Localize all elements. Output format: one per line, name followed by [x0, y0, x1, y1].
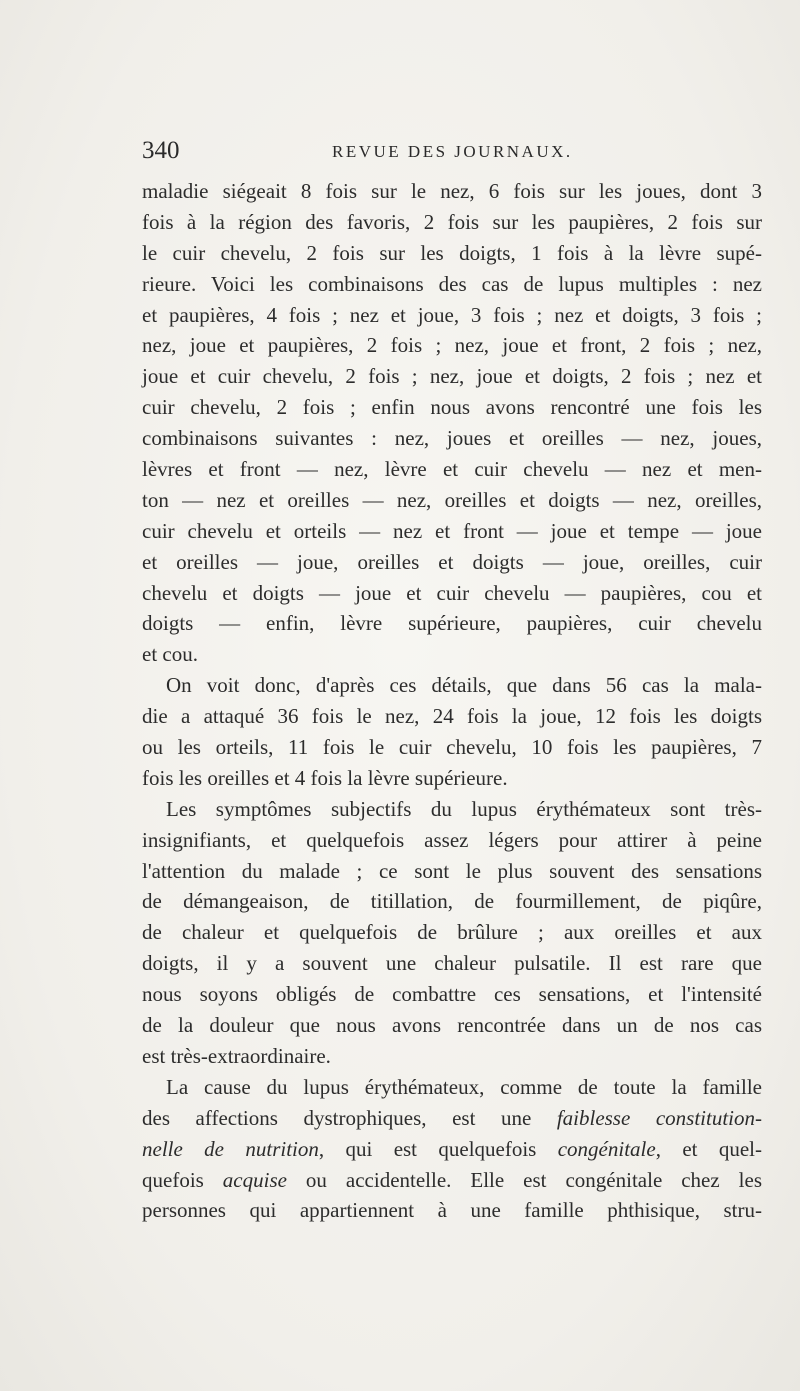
text-line: et cou. [142, 642, 198, 667]
text-line: chevelu et doigts — joue et cuir chevelu — paupières, cou et [142, 580, 762, 605]
text-line: et paupières, 4 fois ; nez et joue, 3 fois ; nez et doigts, 3 fois ; [142, 302, 762, 327]
text-line: lèvres et front — nez, lèvre et cuir chevelu — nez et men- [142, 457, 762, 482]
text-line: et oreilles — joue, oreilles et doigts — joue, oreilles, cuir [142, 549, 762, 574]
text-run: quefois [142, 1167, 223, 1192]
text-line: ou les orteils, 11 fois le cuir chevelu, 10 fois les paupières, 7 [142, 735, 762, 760]
text-line: fois à la région des favoris, 2 fois sur les paupières, 2 fois sur [142, 209, 762, 234]
italic-run: congénitale [557, 1136, 656, 1161]
text-line: de démangeaison, de titillation, de fourmillement, de piqûre, [142, 889, 762, 914]
text-line: maladie siégeait 8 fois sur le nez, 6 fois sur les joues, dont 3 [142, 179, 762, 203]
running-head [142, 136, 762, 170]
text-line: Les symptômes subjectifs du lupus érythémateux sont très- [166, 796, 762, 821]
text-line: nous soyons obligés de combattre ces sensations, et l'intensité [142, 982, 762, 1007]
text-line: le cuir chevelu, 2 fois sur les doigts, 1 fois à la lèvre supé- [142, 240, 762, 265]
text-line: cuir chevelu et orteils — nez et front — joue et tempe — joue [142, 518, 762, 543]
text-line [142, 1134, 762, 1165]
text-line: cuir chevelu, 2 fois ; enfin nous avons rencontré une fois les [142, 395, 762, 420]
journal-title: REVUE DES JOURNAUX. [332, 142, 573, 161]
page-number: 340 [142, 137, 180, 164]
text-line: l'attention du malade ; ce sont le plus souvent des sensations [142, 858, 762, 883]
text-line: personnes qui appartiennent à une famille phthisique, stru- [142, 1198, 762, 1223]
italic-run: nelle de nutrition [142, 1136, 319, 1161]
text-line: rieure. Voici les combinaisons des cas de lupus multiples : nez [142, 271, 762, 296]
text-run: , qui est quelquefois [318, 1136, 558, 1161]
text-line: doigts — enfin, lèvre supérieure, paupières, cuir chevelu [142, 611, 762, 636]
text-line: die a attaqué 36 fois le nez, 24 fois la joue, 12 fois les doigts [142, 704, 762, 729]
body-text [142, 176, 762, 1226]
text-line: de chaleur et quelquefois de brûlure ; aux oreilles et aux [142, 920, 762, 945]
italic-run: faiblesse constitution- [556, 1105, 762, 1130]
text-line: fois les oreilles et 4 fois la lèvre supérieure. [142, 765, 508, 790]
italic-run: acquise [222, 1167, 287, 1192]
text-line: combinaisons suivantes : nez, joues et oreilles — nez, joues, [142, 426, 762, 451]
text-line: nez, joue et paupières, 2 fois ; nez, joue et front, 2 fois ; nez, [142, 333, 762, 358]
text-line: est très-extraordinaire. [142, 1043, 331, 1068]
text-line [142, 1165, 762, 1196]
text-line: ton — nez et oreilles — nez, oreilles et doigts — nez, oreilles, [142, 487, 762, 512]
text-line: joue et cuir chevelu, 2 fois ; nez, joue et doigts, 2 fois ; nez et [142, 364, 762, 389]
text-run: , et quel- [655, 1136, 762, 1161]
text-line: La cause du lupus érythémateux, comme de toute la famille [166, 1074, 762, 1099]
text-line: On voit donc, d'après ces détails, que dans 56 cas la mala- [166, 673, 762, 698]
text-line: insignifiants, et quelquefois assez légers pour attirer à peine [142, 827, 762, 852]
text-line [142, 1103, 762, 1134]
text-run: des affections dystrophiques, est une [142, 1105, 557, 1130]
text-run: ou accidentelle. Elle est congénitale chez les [286, 1167, 762, 1192]
text-line: doigts, il y a souvent une chaleur pulsatile. Il est rare que [142, 951, 762, 976]
text-line: de la douleur que nous avons rencontrée dans un de nos cas [142, 1013, 762, 1038]
